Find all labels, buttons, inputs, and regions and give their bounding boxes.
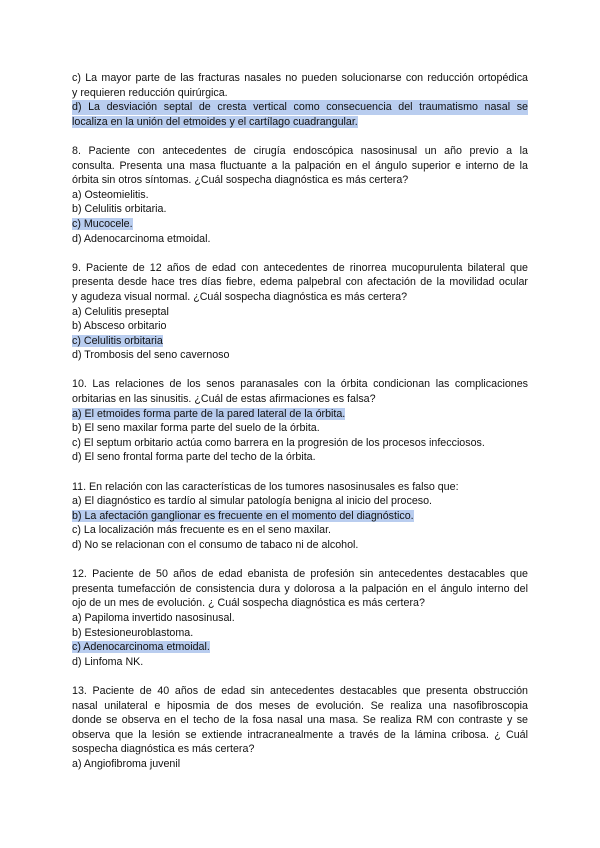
- question-block-q11: [72, 480, 528, 553]
- question-text-line: ojo de un mes de evolución. ¿ Cuál sospecha diagnóstica es más certera?: [72, 597, 425, 610]
- question-text-line: y agudeza visual normal. ¿Cuál sospecha diagnóstica es más certera?: [72, 290, 408, 303]
- answer-option-line: d) La desviación septal de cresta vertical como consecuencia del traumatismo nasal se: [72, 101, 528, 114]
- question-block-q13: [72, 684, 528, 772]
- answer-option-line: b) Absceso orbitario: [72, 320, 167, 333]
- answer-option-line: [72, 640, 528, 655]
- question-block-q12: [72, 567, 528, 669]
- answer-option-line: d) No se relacionan con el consumo de tabaco ni de alcohol.: [72, 539, 359, 551]
- answer-option-line: d) Trombosis del seno cavernoso: [72, 349, 230, 362]
- answer-option-line: a) Celulitis preseptal: [72, 305, 169, 318]
- answer-option-line: [72, 509, 528, 524]
- question-text-line: órbita sin otros síntomas. ¿Cuál sospecha diagnóstica es más certera?: [72, 174, 409, 187]
- answer-option-line: [72, 407, 528, 422]
- answer-option-line: b) Celulitis orbitaria.: [72, 203, 167, 216]
- question-block-q10: [72, 377, 528, 465]
- answer-option-line: a) El diagnóstico es tardío al simular patología benigna al inicio del proceso.: [72, 495, 433, 508]
- question-text-line: orbitarias en las sinusitis. ¿Cuál de estas afirmaciones es falsa?: [72, 393, 376, 406]
- answer-option-line: [72, 217, 528, 232]
- question-block-q7-tail: [72, 71, 528, 129]
- question-block-q9: [72, 261, 528, 363]
- highlighted-answer: b) La afectación ganglionar es frecuente en el momento del diagnóstico.: [72, 509, 414, 522]
- highlighted-answer: a) El etmoides forma parte de la pared lateral de la órbita.: [72, 407, 346, 420]
- answer-option-line: a) Angiofibroma juvenil: [72, 757, 181, 770]
- highlighted-answer: c) Celulitis orbitaria: [72, 334, 163, 347]
- question-text-line: 11. En relación con las características de los tumores nasosinusales es falso que:: [72, 480, 459, 493]
- answer-option-line: b) El seno maxilar forma parte del suelo de la órbita.: [72, 422, 320, 435]
- question-text-line: y requieren reducción quirúrgica.: [72, 86, 228, 99]
- question-text-line: consulta. Presenta una masa fluctuante a la palpación en el ángulo superior e interno de la: [72, 159, 528, 172]
- question-block-q8: [72, 144, 528, 246]
- answer-option-line: a) Osteomielitis.: [72, 188, 149, 201]
- question-text-line: 9. Paciente de 12 años de edad con antecedentes de rinorrea mucopurulenta bilateral que: [72, 261, 528, 274]
- document-body: [72, 71, 528, 786]
- highlighted-answer: localiza en la unión del etmoides y el cartílago cuadrangular.: [72, 115, 358, 128]
- answer-option-line: [72, 334, 528, 349]
- question-text-line: sospecha diagnóstica es más certera?: [72, 743, 255, 756]
- question-text-line: presenta tumefacción de consistencia dura y dolorosa a la palpación en el ángulo interno del: [72, 582, 528, 595]
- question-text-line: presenta desde hace tres días fiebre, edema palpebral con afectación de la movilidad ocular: [72, 276, 528, 289]
- question-text-line: observa que la lesión se extiende intracranealmente a través de la lámina cribosa. ¿ Cuál: [72, 728, 528, 741]
- answer-option-line: c) La mayor parte de las fracturas nasales no pueden solucionarse con reducción ortopédica: [72, 72, 528, 84]
- answer-option-line: c) La localización más frecuente es en el seno maxilar.: [72, 524, 332, 537]
- highlighted-answer: c) Adenocarcinoma etmoidal.: [72, 641, 210, 654]
- question-text-line: [72, 115, 528, 130]
- answer-option-line: d) Adenocarcinoma etmoidal.: [72, 232, 211, 245]
- answer-option-line: a) Papiloma invertido nasosinusal.: [72, 611, 235, 624]
- answer-option-line: d) El seno frontal forma parte del techo de la órbita.: [72, 451, 316, 464]
- question-text-line: 13. Paciente de 40 años de edad sin antecedentes destacables que presenta obstrucción: [72, 684, 528, 697]
- answer-option-line: d) Linfoma NK.: [72, 655, 144, 668]
- answer-option-line: c) El septum orbitario actúa como barrera en la progresión de los procesos infecciosos.: [72, 436, 485, 449]
- question-text-line: nasal unilateral e hiposmia de dos meses de evolución. Se realiza una nasofibroscopia: [72, 699, 528, 712]
- question-text-line: 10. Las relaciones de los senos paranasales con la órbita condicionan las complicaciones: [72, 378, 528, 391]
- highlighted-answer: c) Mucocele.: [72, 217, 133, 230]
- question-text-line: 12. Paciente de 50 años de edad ebanista de profesión sin antecedentes destacables que: [72, 568, 528, 581]
- question-text-line: 8. Paciente con antecedentes de cirugía endoscópica nasosinusal un año previo a la: [72, 144, 528, 157]
- question-text-line: donde se observa en el techo de la fosa nasal una masa. Se realiza RM con contraste y se: [72, 714, 528, 727]
- answer-option-line: b) Estesioneuroblastoma.: [72, 626, 194, 639]
